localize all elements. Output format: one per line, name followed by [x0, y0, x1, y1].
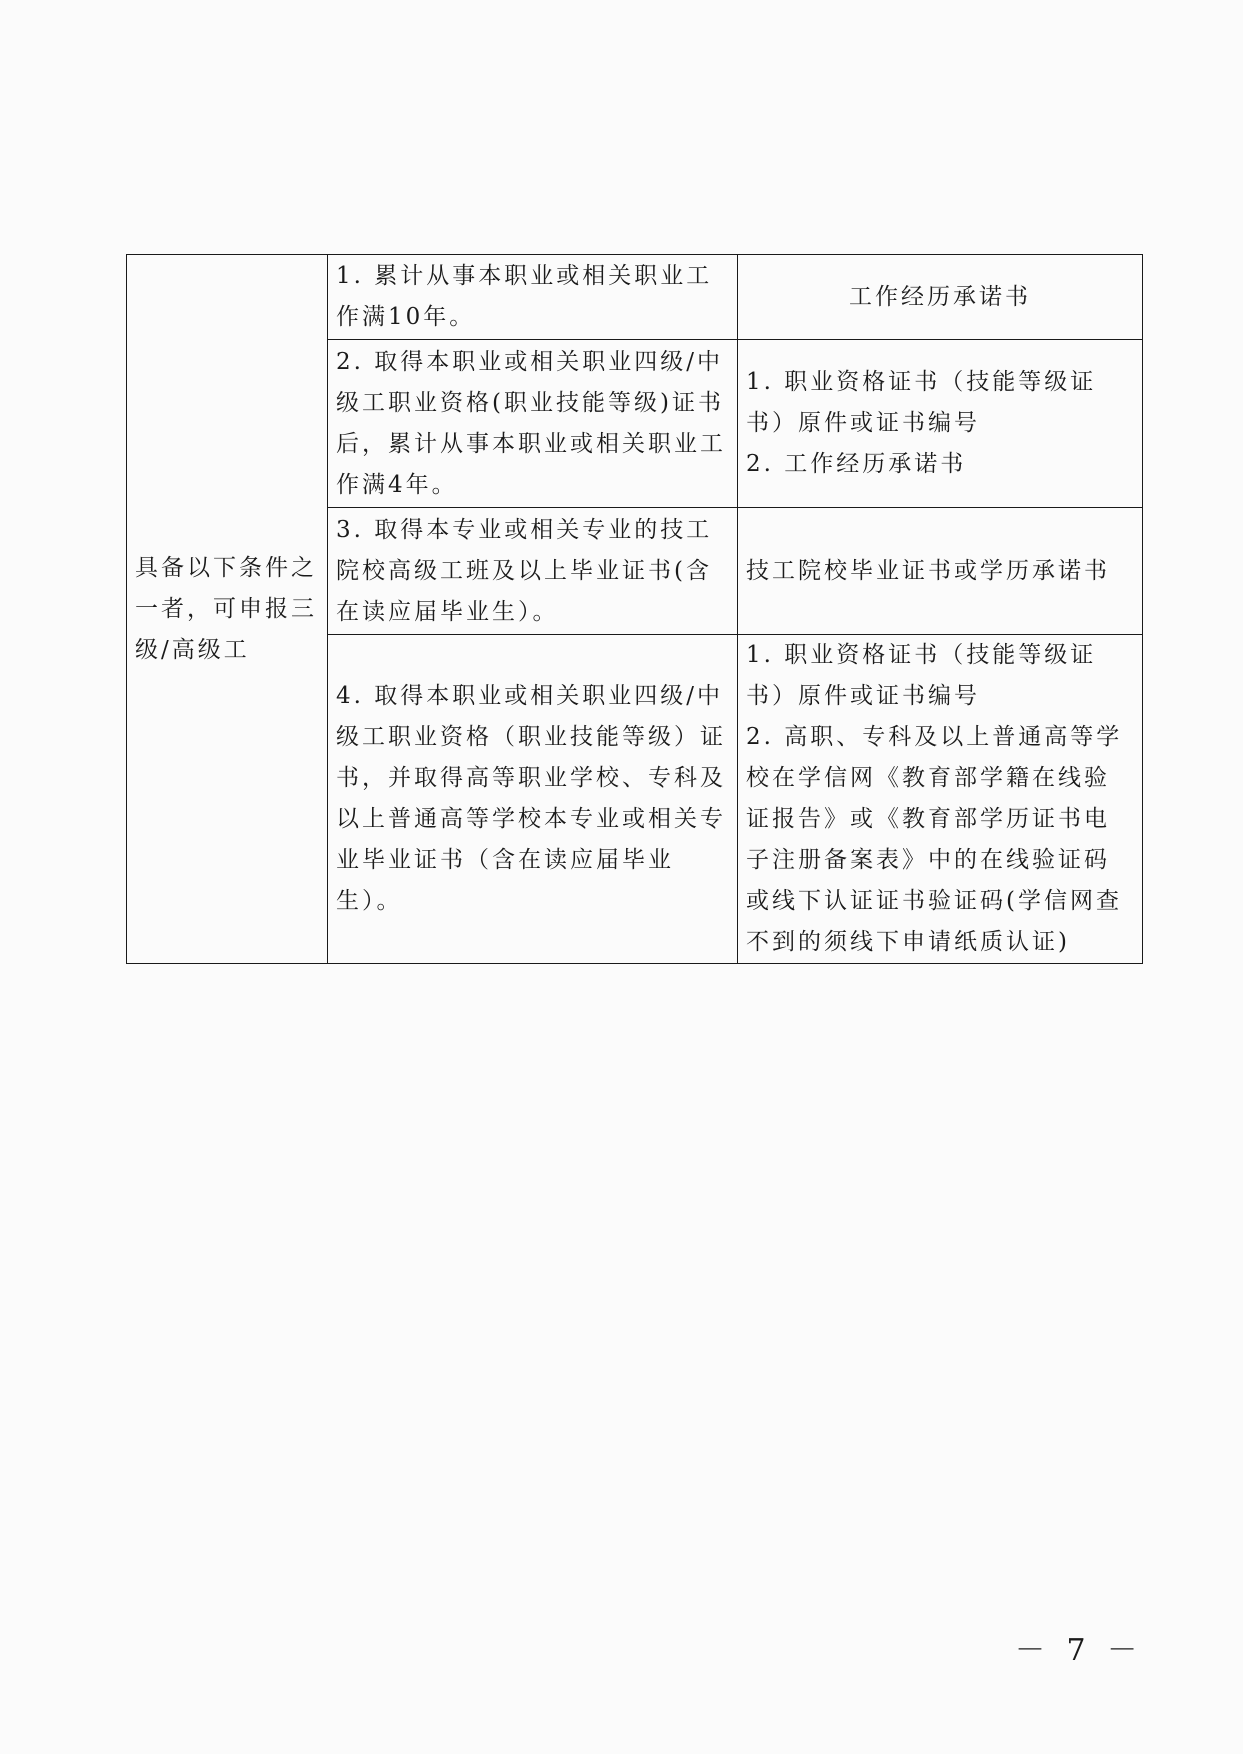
condition-cell: [328, 255, 738, 340]
material-text: 1. 职业资格证书（技能等级证书）原件或证书编号: [746, 642, 1097, 709]
condition-text: 1. 累计从事本职业或相关职业工作满10年。: [336, 263, 713, 330]
table-row: [127, 255, 1143, 340]
condition-cell: [328, 340, 738, 508]
category-text: 具备以下条件之一者，可申报三级/高级工: [135, 554, 317, 663]
condition-cell: [328, 508, 738, 635]
material-text: 工作经历承诺书: [849, 283, 1031, 310]
condition-text: 4. 取得本职业或相关职业四级/中级工职业资格（职业技能等级）证书，并取得高等职业学校、专科及以上普通高等学校本专业或相关专业毕业证书（含在读应届毕业生）。: [336, 683, 726, 914]
condition-text: 3. 取得本专业或相关专业的技工院校高级工班及以上毕业证书(含在读应届毕业生）。: [336, 516, 713, 625]
condition-text: 2. 取得本职业或相关职业四级/中级工职业资格(职业技能等级)证书后，累计从事本职业或相关职业工作满4年。: [336, 348, 726, 498]
material-cell: [738, 340, 1143, 508]
material-text: 2. 高职、专科及以上普通高等学校在学信网《教育部学籍在线验证报告》或《教育部学历证书电子注册备案表》中的在线验证码或线下认证证书验证码(学信网查不到的须线下申请纸质认证): [746, 724, 1123, 955]
category-cell: [127, 255, 328, 964]
condition-cell: [328, 635, 738, 964]
material-cell: [738, 635, 1143, 964]
material-text: 1. 职业资格证书（技能等级证书）原件或证书编号: [746, 369, 1097, 436]
material-text: 2. 工作经历承诺书: [746, 451, 967, 477]
material-cell: [738, 255, 1143, 340]
requirements-table: [126, 254, 1143, 964]
material-text: 技工院校毕业证书或学历承诺书: [746, 557, 1110, 584]
material-cell: [738, 508, 1143, 635]
page-number: － 7 －: [1015, 1633, 1144, 1668]
